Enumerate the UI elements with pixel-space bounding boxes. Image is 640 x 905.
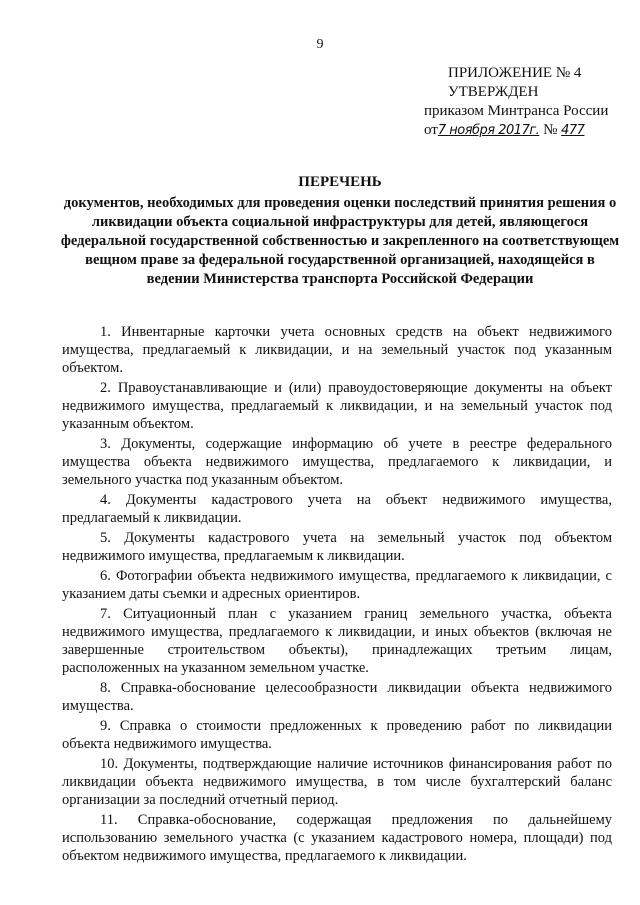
list-item: 4. Документы кадастрового учета на объект недвижимого имущества, предлагаемый к ликвидации. [62, 492, 612, 526]
list-item: 1. Инвентарные карточки учета основных средств на объект недвижимого имущества, предлагаемый к ликвидации, и на земельный участок под указанным объектом. [62, 324, 612, 376]
items-list [62, 323, 612, 867]
document-title: ПЕРЕЧЕНЬ [298, 174, 382, 190]
handwritten-date: 7 ноября 2017г. [437, 123, 540, 138]
list-item: 8. Справка-обоснование целесообразности ликвидации объекта недвижимого имущества. [62, 680, 612, 714]
list-item: 3. Документы, содержащие информацию об учете в реестре федерального имущества объекта недвижимого имущества, предлагаемого к ликвидации, и земельного участка под указанным объектом. [62, 436, 612, 488]
list-item: 2. Правоустанавливающие и (или) правоудостоверяющие документы на объект недвижимого имущества, предлагаемый к ликвидации, и на земельный участок под указанным объектом. [62, 380, 612, 432]
list-item: 7. Ситуационный план с указанием границ земельного участка, объекта недвижимого имущества, предлагаемого к ликвидации, и иных объектов (включая не завершенные строительством объекты), принадлежащих третьим лицам, расположенных на указанном земельном участке. [62, 606, 612, 676]
list-item: 10. Документы, подтверждающие наличие источников финансирования работ по ликвидации объекта недвижимого имущества, в том числе бухгалтерский баланс организации за последний отчетный период. [62, 756, 612, 808]
number-prefix: № [543, 122, 558, 138]
list-item: 6. Фотографии объекта недвижимого имущества, предлагаемого к ликвидации, с указанием даты съемки и адресных ориентиров. [62, 568, 612, 602]
document-subtitle: документов, необходимых для проведения оценки последствий принятия решения о ликвидации объекта социальной инфраструктуры для детей, являющегося федеральной государственной собственностью и закрепленного на соответствующем вещном праве за федеральной государственной организацией, находящейся в ведении Министерства транспорта Российской Федерации [60, 195, 620, 287]
appendix-block [420, 64, 620, 140]
appendix-title: ПРИЛОЖЕНИЕ № 4 [448, 65, 582, 81]
approved-label: УТВЕРЖДЕН [448, 84, 539, 100]
handwritten-number: 477 [561, 123, 585, 138]
list-item: 11. Справка-обоснование, содержащая предложения по дальнейшему использованию земельного участка (с указанием кадастрового номера, площади) под объектом недвижимого имущества, предлагаемого к ликвидации. [62, 812, 612, 864]
list-item: 5. Документы кадастрового учета на земельный участок под объектом недвижимого имущества, предлагаемым к ликвидации. [62, 530, 612, 564]
date-prefix: от [424, 122, 438, 138]
order-date-line [420, 121, 620, 140]
page-number: 9 [316, 37, 324, 52]
order-label: приказом Минтранса России [424, 103, 609, 119]
list-item: 9. Справка о стоимости предложенных к проведению работ по ликвидации объекта недвижимого имущества. [62, 718, 612, 752]
